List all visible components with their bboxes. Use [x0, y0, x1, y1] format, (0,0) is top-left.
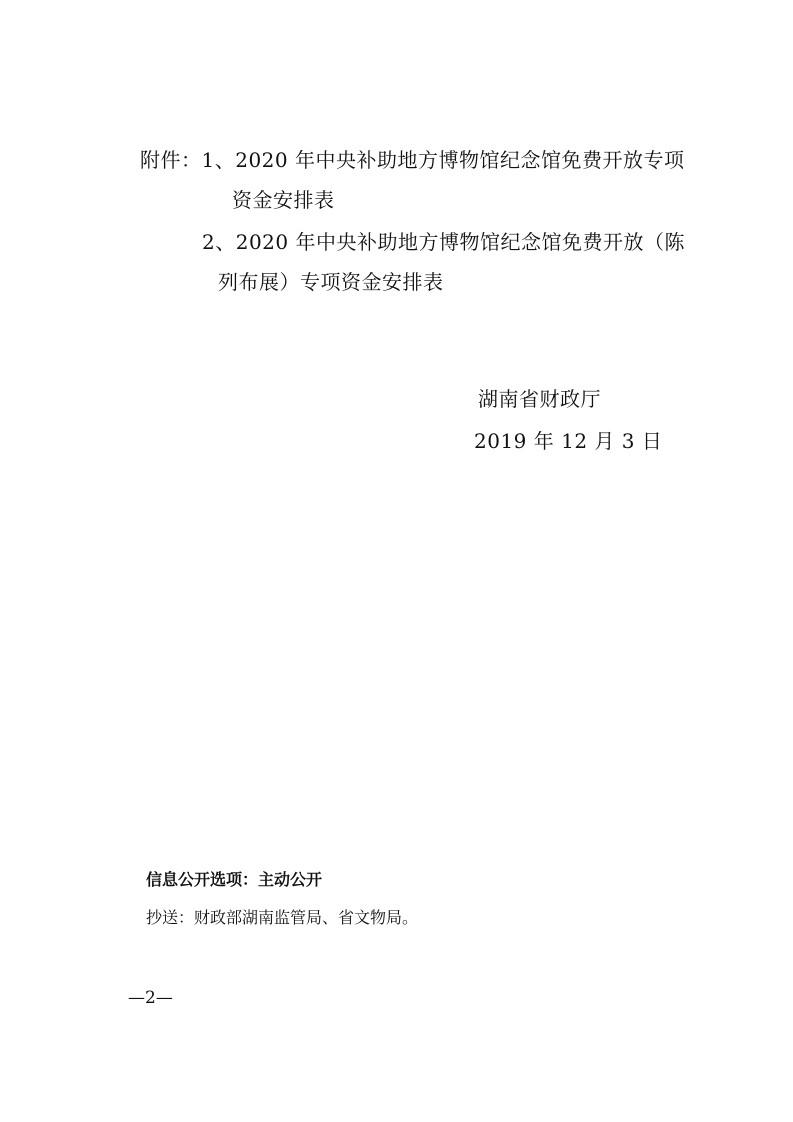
- issue-date: 2019 年 12 月 3 日: [474, 429, 663, 453]
- issuing-authority: 湖南省财政厅: [478, 387, 601, 411]
- cc-recipients: 抄送：财政部湖南监管局、省文物局。: [146, 908, 419, 927]
- page-number: —2—: [128, 988, 173, 1008]
- attachment-2-title-line-1: 2、2020 年中央补助地方博物馆纪念馆免费开放（陈: [202, 230, 685, 254]
- disclosure-option: 信息公开选项：主动公开: [146, 870, 323, 889]
- attachment-1-title-line-2: 资金安排表: [232, 188, 335, 212]
- attachment-2-title-line-2: 列布展）专项资金安排表: [218, 270, 444, 294]
- attachment-1-title-line-1: 附件：1、2020 年中央补助地方博物馆纪念馆免费开放专项: [140, 148, 685, 172]
